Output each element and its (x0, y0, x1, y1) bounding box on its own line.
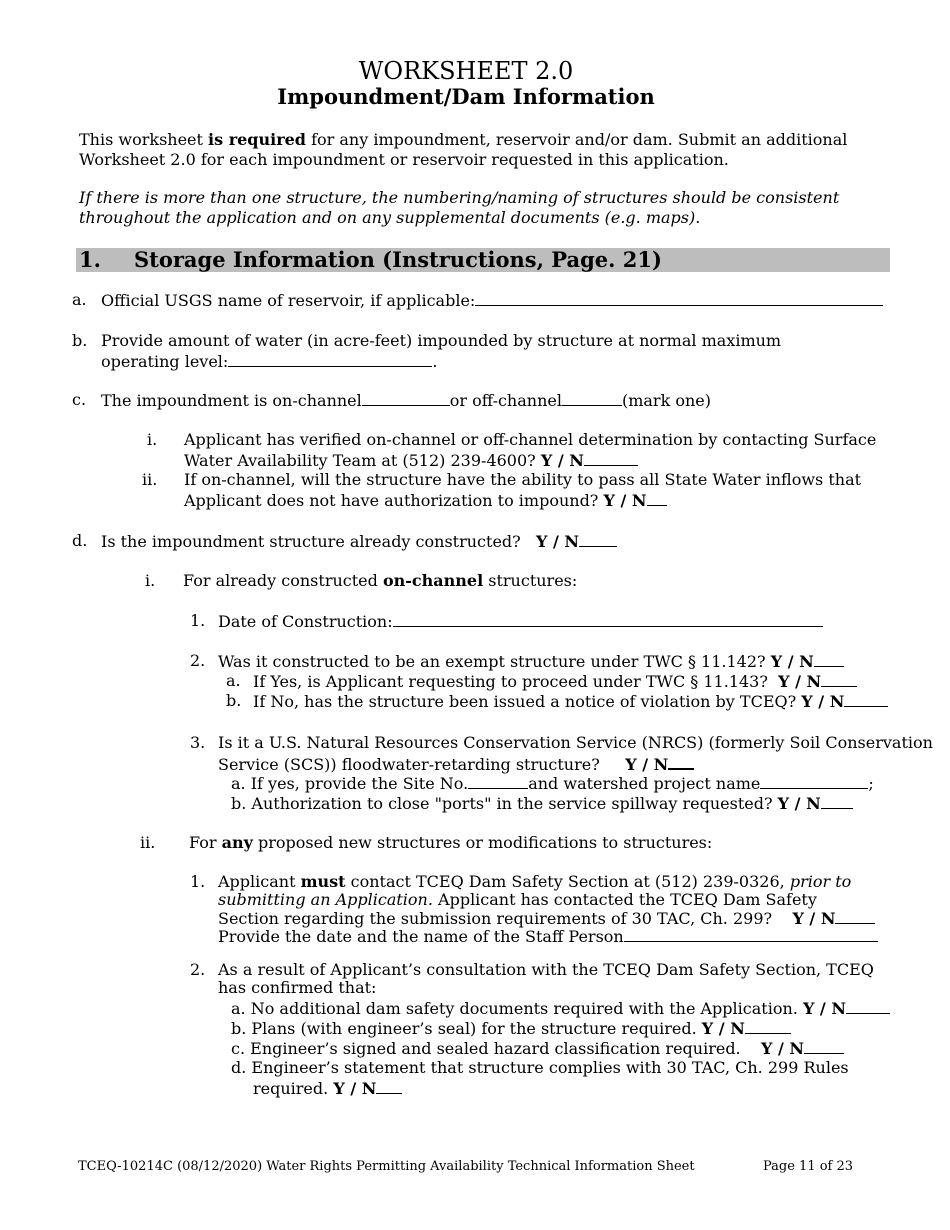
item-c: The impoundment is on-channel or off-channel (mark one) (101, 391, 711, 410)
note-line2: throughout the application and on any supplemental documents (e.g. maps). (79, 208, 701, 227)
item-e2a: a. No additional dam safety documents required with the Application. Y / N (231, 998, 890, 1019)
item-e2c: c. Engineer’s signed and sealed hazard classification required. Y / N (231, 1038, 844, 1059)
item-d-ii: For any proposed new structures or modifications to structures: (189, 833, 713, 852)
item-d3-line1: Is it a U.S. Natural Resources Conservation Service (NRCS) (formerly Soil Conservation (218, 733, 933, 752)
item-b-line2: operating level: . (101, 352, 438, 371)
item-d-i: For already constructed on-channel structures: (183, 571, 578, 590)
item-c-label: c. (72, 390, 87, 409)
yn-field[interactable] (821, 793, 853, 809)
item-c-i-label: i. (147, 430, 158, 449)
acre-feet-field[interactable] (228, 351, 432, 367)
item-d-i-label: i. (145, 571, 156, 590)
item-d2b-label: b. (226, 691, 242, 710)
item-d2: Was it constructed to be an exempt structure under TWC § 11.142? Y / N (218, 651, 844, 672)
item-c-ii-label: ii. (142, 470, 158, 489)
note-line1: If there is more than one structure, the numbering/naming of structures should be consistent (79, 188, 840, 207)
site-number-field[interactable] (468, 773, 528, 789)
item-d1: Date of Construction: (218, 611, 823, 632)
on-channel-field[interactable] (362, 390, 450, 406)
item-e1-label: 1. (190, 872, 206, 891)
section-title: Storage Information (Instructions, Page. 21) (134, 247, 662, 272)
item-c-i-line2: Water Availability Team at (512) 239-4600? Y / N (184, 450, 638, 471)
off-channel-field[interactable] (562, 390, 622, 406)
yn-field[interactable] (835, 908, 875, 924)
item-d3-label: 3. (190, 733, 206, 752)
intro-paragraph-line2: Worksheet 2.0 for each impoundment or reservoir requested in this application. (79, 150, 729, 169)
yn-field[interactable] (376, 1078, 402, 1094)
item-e1-line2: submitting an Application. Applicant has contacted the TCEQ Dam Safety (218, 890, 817, 909)
section-number: 1. (79, 247, 101, 272)
section-header (76, 248, 890, 272)
item-e2d-line2: required. Y / N (253, 1078, 402, 1099)
yn-field[interactable] (804, 1038, 844, 1054)
item-a-label: a. (72, 290, 87, 309)
item-e2d-line1: d. Engineer’s statement that structure complies with 30 TAC, Ch. 299 Rules (231, 1058, 849, 1077)
footer-page-number: Page 11 of 23 (763, 1159, 854, 1174)
yn-field[interactable] (668, 753, 694, 770)
item-e2-line2: has confirmed that: (218, 978, 377, 997)
yn-field[interactable] (745, 1018, 791, 1034)
reservoir-name-field[interactable] (475, 290, 883, 306)
item-c-ii-line2: Applicant does not have authorization to impound? Y / N (184, 490, 667, 511)
item-e1-line1: Applicant must contact TCEQ Dam Safety Section at (512) 239-0326, prior to (218, 872, 852, 891)
item-d2a: If Yes, is Applicant requesting to proceed under TWC § 11.143? Y / N (253, 671, 857, 692)
yn-field[interactable] (846, 998, 890, 1014)
yn-field[interactable] (647, 490, 667, 506)
item-d-label: d. (72, 531, 88, 550)
footer-form-id: TCEQ-10214C (08/12/2020) Water Rights Permitting Availability Technical Information Sheet (78, 1159, 695, 1174)
page-title: WORKSHEET 2.0 (358, 57, 574, 85)
item-d: Is the impoundment structure already constructed? Y / N (101, 531, 617, 552)
construction-date-field[interactable] (393, 611, 823, 627)
yn-field[interactable] (814, 651, 844, 667)
item-b-label: b. (72, 331, 88, 350)
item-d1-label: 1. (190, 611, 206, 630)
item-a: Official USGS name of reservoir, if applicable: (101, 290, 883, 311)
yn-field[interactable] (584, 450, 638, 466)
item-d3a: a. If yes, provide the Site No. and watershed project name ; (231, 774, 874, 793)
item-d-ii-label: ii. (140, 833, 156, 852)
yn-field[interactable] (579, 531, 617, 547)
item-d3b: b. Authorization to close "ports" in the service spillway requested? Y / N (231, 793, 853, 814)
item-d2a-label: a. (226, 671, 241, 690)
item-d2-label: 2. (190, 651, 206, 670)
item-e2-label: 2. (190, 960, 206, 979)
intro-paragraph-line1: This worksheet is required for any impoundment, reservoir and/or dam. Submit an additional (79, 130, 848, 149)
staff-person-field[interactable] (624, 926, 878, 942)
item-e1-line4: Provide the date and the name of the Staff Person (218, 926, 878, 947)
item-d2b: If No, has the structure been issued a notice of violation by TCEQ? Y / N (253, 691, 888, 712)
yn-field[interactable] (844, 691, 888, 707)
yn-field[interactable] (821, 671, 857, 687)
item-d3-line2: Service (SCS)) floodwater-retarding structure? Y / N (218, 753, 694, 775)
item-b-line1: Provide amount of water (in acre-feet) impounded by structure at normal maximum (101, 331, 782, 350)
item-c-i-line1: Applicant has verified on-channel or off-channel determination by contacting Surface (184, 430, 877, 449)
item-e2-line1: As a result of Applicant’s consultation with the TCEQ Dam Safety Section, TCEQ (218, 960, 874, 979)
page-subtitle: Impoundment/Dam Information (277, 84, 655, 109)
item-e2b: b. Plans (with engineer’s seal) for the structure required. Y / N (231, 1018, 791, 1039)
item-c-ii-line1: If on-channel, will the structure have the ability to pass all State Water inflows that (184, 470, 862, 489)
watershed-project-field[interactable] (760, 773, 868, 789)
item-e1-line3: Section regarding the submission requirements of 30 TAC, Ch. 299? Y / N (218, 908, 875, 929)
